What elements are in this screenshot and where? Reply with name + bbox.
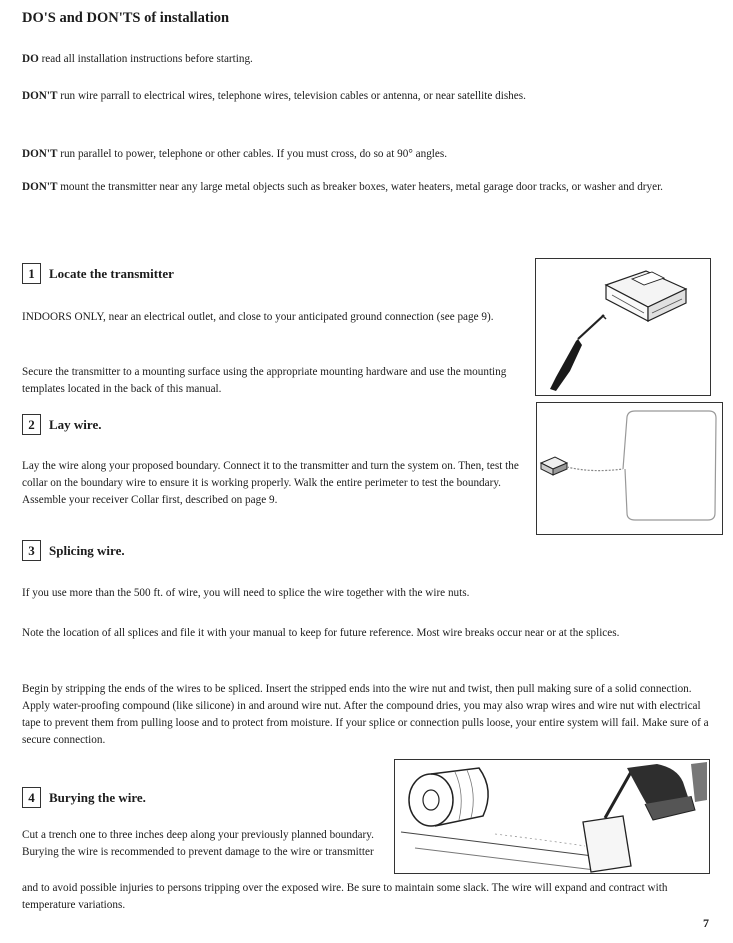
step-number-box: 2 (22, 414, 41, 435)
step-2-heading (22, 414, 101, 435)
step-title: Splicing wire. (49, 542, 125, 558)
donts-item (22, 88, 712, 105)
step-number-box: 4 (22, 787, 41, 808)
donts-tag: DON'T (22, 148, 58, 160)
boundary-loop-illustration (536, 402, 723, 535)
step-paragraph: If you use more than the 500 ft. of wire, you will need to splice the wire together with the wire nuts. (22, 587, 470, 599)
step-4-heading (22, 787, 146, 808)
dos-text: read all installation instructions before starting. (38, 53, 253, 65)
step-title: Lay wire. (49, 416, 102, 432)
spool-and-shovel-drawing (395, 760, 709, 873)
step-paragraph: Begin by stripping the ends of the wires to be spliced. Insert the stripped ends into the wire nut and twist, then pull making sure of a solid connection. Apply water-proofing compound (like silicone) in and around wire nut. After the compound dries, you may also wrap wires and wire nut with electrical tape to prevent them from pulling loose and to protect from moisture. If your splice or connection pulls loose, your entire system will fail. Make sure of a secure connection. (22, 683, 709, 746)
step-paragraph: Cut a trench one to three inches deep along your previously planned boundary. Burying the wire is recommended to prevent damage to the wire or transmitter (22, 829, 374, 858)
step-paragraph: Secure the transmitter to a mounting surface using the appropriate mounting hardware and use the mounting templates located in the back of this manual. (22, 366, 507, 395)
transmitter-illustration (535, 258, 711, 396)
page-heading: DO'S and DON'TS of installation (22, 10, 230, 26)
boundary-wire-drawing (537, 403, 722, 534)
donts-tag: DON'T (22, 181, 58, 193)
burying-wire-illustration (394, 759, 710, 874)
dos-tag: DO (22, 53, 39, 65)
donts-text: run wire parrall to electrical wires, telephone wires, television cables or antenna, or near satellite dishes. (57, 90, 526, 102)
step-title: Burying the wire. (49, 789, 146, 805)
step-paragraph: INDOORS ONLY, near an electrical outlet, and close to your anticipated ground connection (see page 9). (22, 311, 494, 323)
transmitter-screwdriver-drawing (536, 259, 710, 395)
donts-item (22, 146, 712, 163)
step-paragraph: and to avoid possible injuries to persons tripping over the exposed wire. Be sure to maintain some slack. The wire will expand and contract with temperature variations. (22, 882, 668, 911)
step-title: Locate the transmitter (49, 265, 174, 281)
donts-text: mount the transmitter near any large metal objects such as breaker boxes, water heaters, metal garage door tracks, or washer and dryer. (57, 181, 663, 193)
dos-item (22, 51, 712, 68)
step-paragraph: Note the location of all splices and file it with your manual to keep for future reference. Most wire breaks occur near or at the splices. (22, 627, 620, 639)
step-number-box: 3 (22, 540, 41, 561)
donts-item (22, 179, 712, 196)
step-number-box: 1 (22, 263, 41, 284)
page-number: 7 (703, 916, 709, 930)
donts-text: run parallel to power, telephone or other cables. If you must cross, do so at 90° angles. (57, 148, 448, 160)
donts-tag: DON'T (22, 90, 58, 102)
step-1-heading (22, 263, 174, 284)
step-paragraph: Lay the wire along your proposed boundary. Connect it to the transmitter and turn the system on. Then, test the collar on the boundary wire to ensure it is working properly. Walk the entire perimeter to test the boundary. Assemble your receiver Collar first, described on page 9. (22, 460, 519, 506)
step-3-heading (22, 540, 125, 561)
